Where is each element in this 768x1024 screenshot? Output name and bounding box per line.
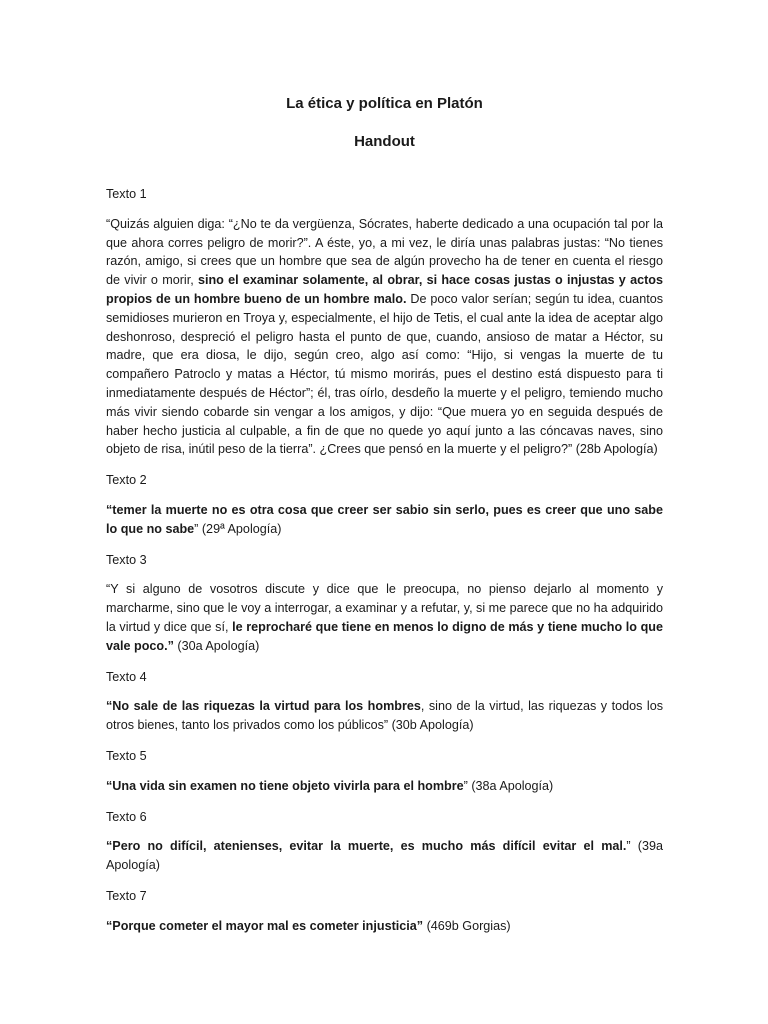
texts-container	[106, 185, 663, 936]
quote-bold-segment: “temer la muerte no es otra cosa que creer ser sabio sin serlo, pues es creer que uno sabe lo que no sabe	[106, 502, 663, 536]
quote-segment: ” (29ª Apología)	[194, 521, 282, 536]
text-quote	[106, 580, 663, 655]
text-label: Texto 3	[106, 552, 147, 567]
text-quote	[106, 917, 663, 936]
text-label: Texto 4	[106, 669, 147, 684]
quote-bold-segment: le reprocharé que tiene en menos lo digno de más y tiene mucho lo que vale poco.”	[106, 619, 663, 653]
quote-bold-segment: sino el examinar solamente, al obrar, si hace cosas justas o injustas y actos propios de un hombre bueno de un hombre malo.	[106, 273, 663, 306]
quote-bold-segment: “No sale de las riquezas la virtud para los hombres	[106, 699, 421, 714]
text-label: Texto 2	[106, 473, 147, 488]
quote-segment: “Y si alguno de vosotros discute y dice que le preocupa, no pienso dejarlo al momento y marcharme, sino que le voy a interrogar, a examinar y a refutar, y, si me parece que no ha adquirido la virtud y dice que sí,	[106, 582, 663, 634]
quote-segment: , sino de la virtud, las riquezas y todos los otros bienes, tanto los privados como los públicos” (30b Apología)	[106, 699, 663, 733]
text-quote	[106, 215, 663, 459]
text-quote	[106, 697, 663, 735]
document-title: La ética y política en Platón	[286, 95, 483, 112]
document-subtitle: Handout	[354, 133, 415, 150]
quote-segment: “Quizás alguien diga: “¿No te da vergüenza, Sócrates, haberte dedicado a una ocupación tal por la que ahora corres peligro de morir?”. A éste, yo, a mi vez, le diría unas palabras justas: “No tienes razón, amigo, si crees que un hombre que sea de algún provecho ha de tener en cuenta el riesgo de vivir o morir,	[106, 216, 663, 288]
text-label: Texto 7	[106, 888, 147, 903]
text-quote	[106, 777, 663, 796]
quote-segment: De poco valor serían; según tu idea, cuantos semidioses murieron en Troya y, especialmente, el hijo de Tetis, el cual ante la idea de aceptar algo deshonroso, despreció el peligro hasta el punto de que, cuando, ansioso de matar a Héctor, su madre, que era diosa, le dijo, según creo, algo así como: “Hijo, si vengas la muerte de tu compañero Patroclo y matas a Héctor, tú mismo morirás, pues el destino está dispuesto para ti inmediatamente después de Héctor”; él, tras oírlo, desdeño la muerte y el peligro, temiendo mucho más vivir siendo cobarde sin vengar a los amigos, y dijo: “Que muera yo en seguida después de haber hecho justicia al culpable, a fin de que no quede yo aquí junto a las cóncavas naves, sino objeto de risa, inútil peso de la tierra”. ¿Crees que pensó en la muerte y el peligro?” (28b Apología)	[106, 291, 663, 457]
text-quote	[106, 837, 663, 875]
quote-bold-segment: “Porque cometer el mayor mal es cometer injusticia”	[106, 918, 424, 933]
quote-bold-segment: “Una vida sin examen no tiene objeto vivirla para el hombre	[106, 778, 464, 793]
text-label: Texto 1	[106, 187, 147, 201]
text-quote	[106, 501, 663, 539]
quote-segment: ” (38a Apología)	[463, 778, 554, 793]
quote-segment: (30a Apología)	[173, 638, 260, 653]
quote-segment: ” (39a Apología)	[106, 839, 663, 873]
text-label: Texto 6	[106, 809, 147, 824]
quote-bold-segment: “Pero no difícil, atenienses, evitar la muerte, es mucho más difícil evitar el mal.	[106, 839, 627, 854]
quote-segment: (469b Gorgias)	[423, 918, 511, 933]
text-label: Texto 5	[106, 748, 147, 763]
